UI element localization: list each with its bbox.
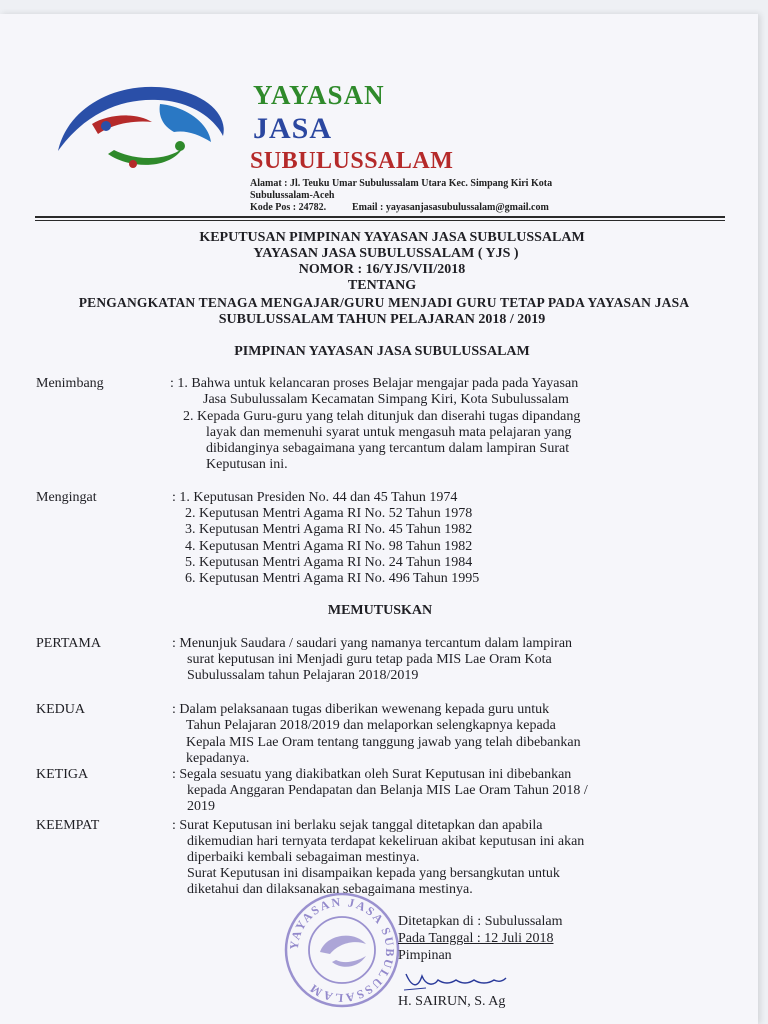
menimbang-line: : 1. Bahwa untuk kelancaran proses Belajar mengajar pada pada Yayasan: [170, 376, 579, 391]
menimbang-line: 2. Kepada Guru-guru yang telah ditunjuk dan diserahi tugas dipandang: [183, 409, 581, 424]
pertama-line: surat keputusan ini Menjadi guru tetap pada MIS Lae Oram Kota: [187, 652, 552, 667]
address-line: Alamat : Jl. Teuku Umar Subulussalam Utara Kec. Simpang Kiri Kota: [250, 178, 553, 189]
mengingat-line: 5. Keputusan Mentri Agama RI No. 24 Tahun 1984: [185, 555, 473, 570]
kedua-line: : Dalam pelaksanaan tugas diberikan wewenang kepada guru untuk: [172, 702, 550, 717]
svg-text:YAYASAN JASA SUBULUSSALAM: YAYASAN JASA SUBULUSSALAM: [286, 894, 398, 1006]
ketiga-line: : Segala sesuatu yang diakibatkan oleh Surat Keputusan ini dibebankan: [172, 767, 572, 782]
issued-place: Ditetapkan di : Subulussalam: [398, 914, 563, 929]
signatory-name: H. SAIRUN, S. Ag: [398, 994, 506, 1009]
keempat-line: : Surat Keputusan ini berlaku sejak tanggal ditetapkan dan apabila: [172, 818, 543, 833]
menimbang-line: layak dan memenuhi syarat untuk mengasuh mata pelajaran yang: [206, 425, 572, 440]
decree-about: TENTANG: [347, 278, 417, 293]
org-name-yayasan: YAYASAN: [253, 80, 385, 110]
mengingat-line: : 1. Keputusan Presiden No. 44 dan 45 Tahun 1974: [172, 490, 458, 505]
handwritten-signature: [402, 966, 512, 994]
postal-code: Kode Pos : 24782.: [250, 202, 327, 213]
org-name-subulussalam: SUBULUSSALAM: [250, 148, 454, 174]
mengingat-line: 2. Keputusan Mentri Agama RI No. 52 Tahun 1978: [185, 506, 473, 521]
ketiga-line: kepada Anggaran Pendapatan dan Belanja MIS Lae Oram Tahun 2018 /: [187, 783, 588, 798]
header-divider-thin: [35, 220, 725, 221]
mengingat-line: 6. Keputusan Mentri Agama RI No. 496 Tahun 1995: [185, 571, 480, 586]
email-address: Email : yayasanjasasubulussalam@gmail.com: [352, 202, 549, 213]
menimbang-line: Keputusan ini.: [206, 457, 288, 472]
official-stamp: [282, 890, 402, 1010]
kedua-line: kepadanya.: [186, 751, 250, 766]
org-name-jasa: JASA: [253, 112, 333, 145]
decree-subject-cont: SUBULUSSALAM TAHUN PELAJARAN 2018 / 2019: [218, 312, 546, 327]
memutuskan-heading: MEMUTUSKAN: [327, 603, 433, 618]
keempat-line: diketahui dan dilaksanakan sebagaimana mestinya.: [187, 882, 473, 897]
pertama-label: PERTAMA: [36, 636, 101, 651]
pertama-line: Subulussalam tahun Pelajaran 2018/2019: [187, 668, 419, 683]
mengingat-line: 4. Keputusan Mentri Agama RI No. 98 Tahun 1982: [185, 539, 473, 554]
keempat-line: Surat Keputusan ini disampaikan kepada yang bersangkutan untuk: [187, 866, 560, 881]
decree-title: KEPUTUSAN PIMPINAN YAYASAN JASA SUBULUSSALAM: [199, 230, 585, 245]
kedua-line: Kepala MIS Lae Oram tentang tanggung jawab yang telah dibebankan: [186, 735, 581, 750]
ketiga-label: KETIGA: [36, 767, 89, 782]
address-city: Subulussalam-Aceh: [250, 190, 335, 201]
issuer-heading: PIMPINAN YAYASAN JASA SUBULUSSALAM: [234, 344, 530, 359]
decree-subject: PENGANGKATAN TENAGA MENGAJAR/GURU MENJADI GURU TETAP PADA YAYASAN JASA: [78, 295, 690, 310]
issued-date: Pada Tanggal : 12 Juli 2018: [398, 931, 554, 946]
kedua-line: Tahun Pelajaran 2018/2019 dan melaporkan selengkapnya kepada: [186, 718, 556, 733]
keempat-line: diperbaiki kembali sebagaiman mestinya.: [187, 850, 420, 865]
kedua-label: KEDUA: [36, 702, 85, 717]
signatory-role: Pimpinan: [398, 948, 452, 963]
keempat-line: dikemudian hari ternyata terdapat kekeliruan akibat keputusan ini akan: [187, 834, 585, 849]
menimbang-label: Menimbang: [36, 376, 104, 391]
keempat-label: KEEMPAT: [36, 818, 100, 833]
decree-number: NOMOR : 16/YJS/VII/2018: [298, 262, 466, 277]
pertama-line: : Menunjuk Saudara / saudari yang namanya tercantum dalam lampiran: [172, 636, 573, 651]
header-divider: [35, 216, 725, 218]
menimbang-line: dibidanginya sebagaimana yang tercantum dalam lampiran Surat: [206, 441, 570, 456]
mengingat-line: 3. Keputusan Mentri Agama RI No. 45 Tahun 1982: [185, 522, 473, 537]
ketiga-line: 2019: [187, 799, 215, 814]
mengingat-label: Mengingat: [36, 490, 97, 505]
yayasan-logo: [48, 76, 238, 176]
menimbang-line: Jasa Subulussalam Kecamatan Simpang Kiri, Kota Subulussalam: [203, 392, 569, 407]
decree-org: YAYASAN JASA SUBULUSSALAM ( YJS ): [253, 246, 519, 261]
